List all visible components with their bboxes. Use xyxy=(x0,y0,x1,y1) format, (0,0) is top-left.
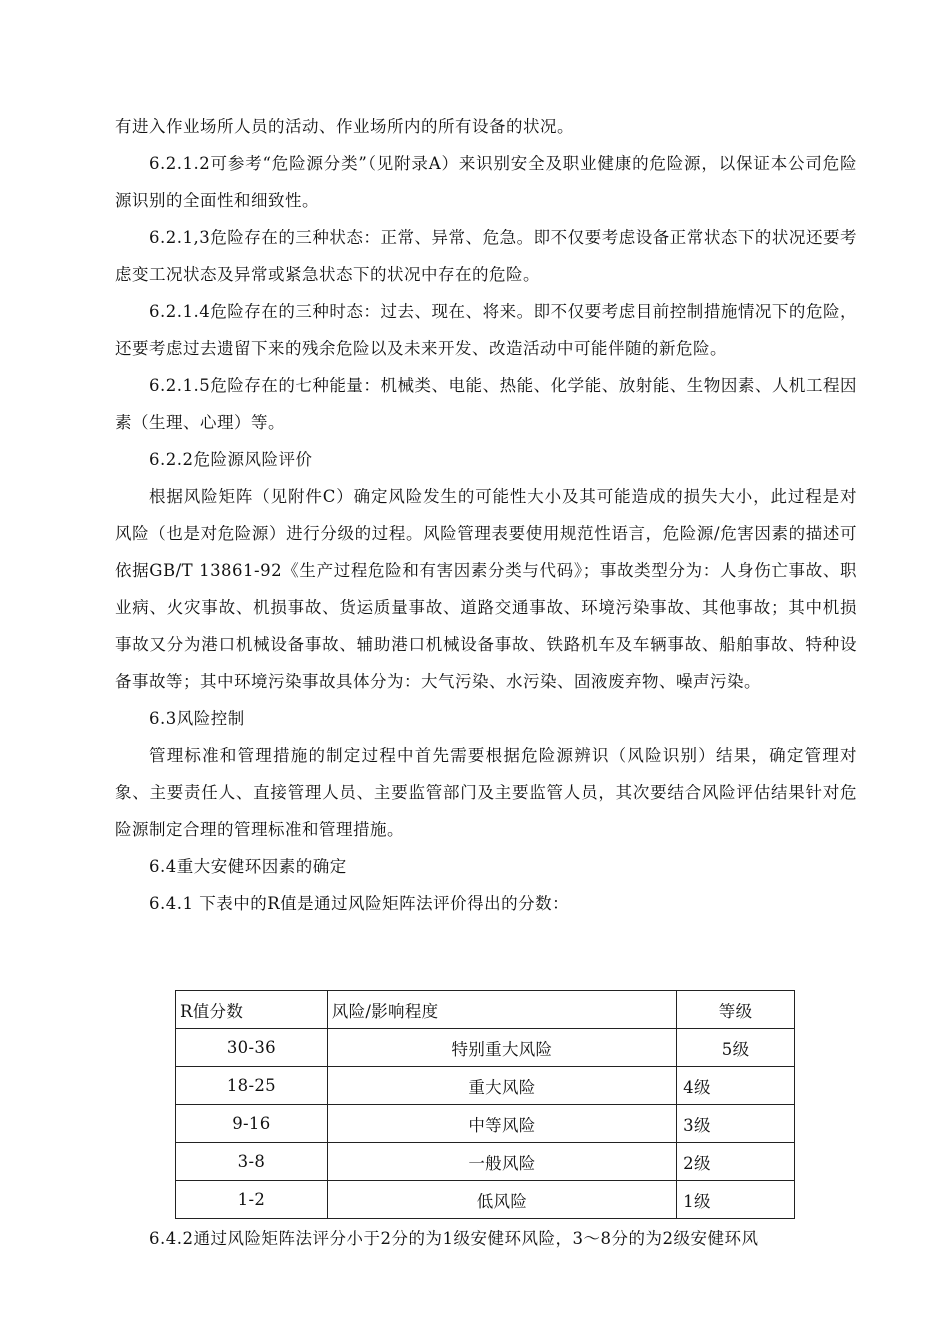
cell-risk-degree: 特别重大风险 xyxy=(327,1029,676,1067)
paragraph-6-2-1-4: 6.2.1.4危险存在的三种时态：过去、现在、将来。即不仅要考虑目前控制措施情况下的危险，还要考虑过去遗留下来的残余危险以及未来开发、改造活动中可能伴随的新危险。 xyxy=(115,302,857,358)
cell-level: 1级 xyxy=(677,1181,795,1219)
cell-risk-degree: 中等风险 xyxy=(327,1105,676,1143)
header-risk-degree: 风险/影响程度 xyxy=(327,991,676,1029)
table-header-row xyxy=(176,991,795,1029)
paragraph-6-2-1-5: 6.2.1.5危险存在的七种能量：机械类、电能、热能、化学能、放射能、生物因素、人机工程因素（生理、心理）等。 xyxy=(115,376,857,432)
paragraph-risk-evaluation: 根据风险矩阵（见附件C）确定风险发生的可能性大小及其可能造成的损失大小，此过程是对风险（也是对危险源）进行分级的过程。风险管理表要使用规范性语言，危险源/危害因素的描述可依据GB/T 13861-92《生产过程危险和有害因素分类与代码》；事故类型分为：人身伤亡事故、职业病、火灾事故、机损事故、货运质量事故、道路交通事故、环境污染事故、其他事故；其中机损事故又分为港口机械设备事故、辅助港口机械设备事故、铁路机车及车辆事故、船舶事故、特种设备事故等；其中环境污染事故具体分为：大气污染、水污染、固液废弃物、噪声污染。 xyxy=(115,487,857,691)
heading-6-4: 6.4重大安健环因素的确定 xyxy=(149,857,347,876)
risk-level-table xyxy=(175,990,795,1219)
cell-risk-degree: 低风险 xyxy=(327,1181,676,1219)
paragraph-6-2-1-3: 6.2.1,3危险存在的三种状态：正常、异常、危急。即不仅要考虑设备正常状态下的状况还要考虑变工况状态及异常或紧急状态下的状况中存在的危险。 xyxy=(115,228,857,284)
cell-r-score: 1-2 xyxy=(176,1181,328,1219)
cell-r-score: 30-36 xyxy=(176,1029,328,1067)
table-row xyxy=(176,1105,795,1143)
cell-level: 2级 xyxy=(677,1143,795,1181)
paragraph-risk-control: 管理标准和管理措施的制定过程中首先需要根据危险源辨识（风险识别）结果，确定管理对象、主要责任人、直接管理人员、主要监管部门及主要监管人员，其次要结合风险评估结果针对危险源制定合理的管理标准和管理措施。 xyxy=(115,746,857,839)
paragraph-6-2-1-2: 6.2.1.2可参考“危险源分类”（见附录A）来识别安全及职业健康的危险源，以保证本公司危险源识别的全面性和细致性。 xyxy=(115,154,857,210)
table-row xyxy=(176,1067,795,1105)
cell-level: 3级 xyxy=(677,1105,795,1143)
cell-risk-degree: 重大风险 xyxy=(327,1067,676,1105)
heading-6-2-2: 6.2.2危险源风险评价 xyxy=(149,450,313,469)
cell-risk-degree: 一般风险 xyxy=(327,1143,676,1181)
header-r-score: R值分数 xyxy=(176,991,328,1029)
cell-level: 4级 xyxy=(677,1067,795,1105)
heading-6-3: 6.3风险控制 xyxy=(149,709,245,728)
table-row xyxy=(176,1181,795,1219)
cell-r-score: 3-8 xyxy=(176,1143,328,1181)
paragraph-6-4-1: 6.4.1 下表中的R值是通过风险矩阵法评价得出的分数： xyxy=(149,894,570,913)
paragraph-6-4-2: 6.4.2通过风险矩阵法评分小于2分的为1级安健环风险，3～8分的为2级安健环风 xyxy=(149,1229,759,1248)
table-row xyxy=(176,1029,795,1067)
header-level: 等级 xyxy=(677,991,795,1029)
body-text xyxy=(115,108,857,922)
table-row xyxy=(176,1143,795,1181)
paragraph-intro-continued: 有进入作业场所人员的活动、作业场所内的所有设备的状况。 xyxy=(115,117,574,136)
cell-r-score: 18-25 xyxy=(176,1067,328,1105)
cell-r-score: 9-16 xyxy=(176,1105,328,1143)
cell-level: 5级 xyxy=(677,1029,795,1067)
